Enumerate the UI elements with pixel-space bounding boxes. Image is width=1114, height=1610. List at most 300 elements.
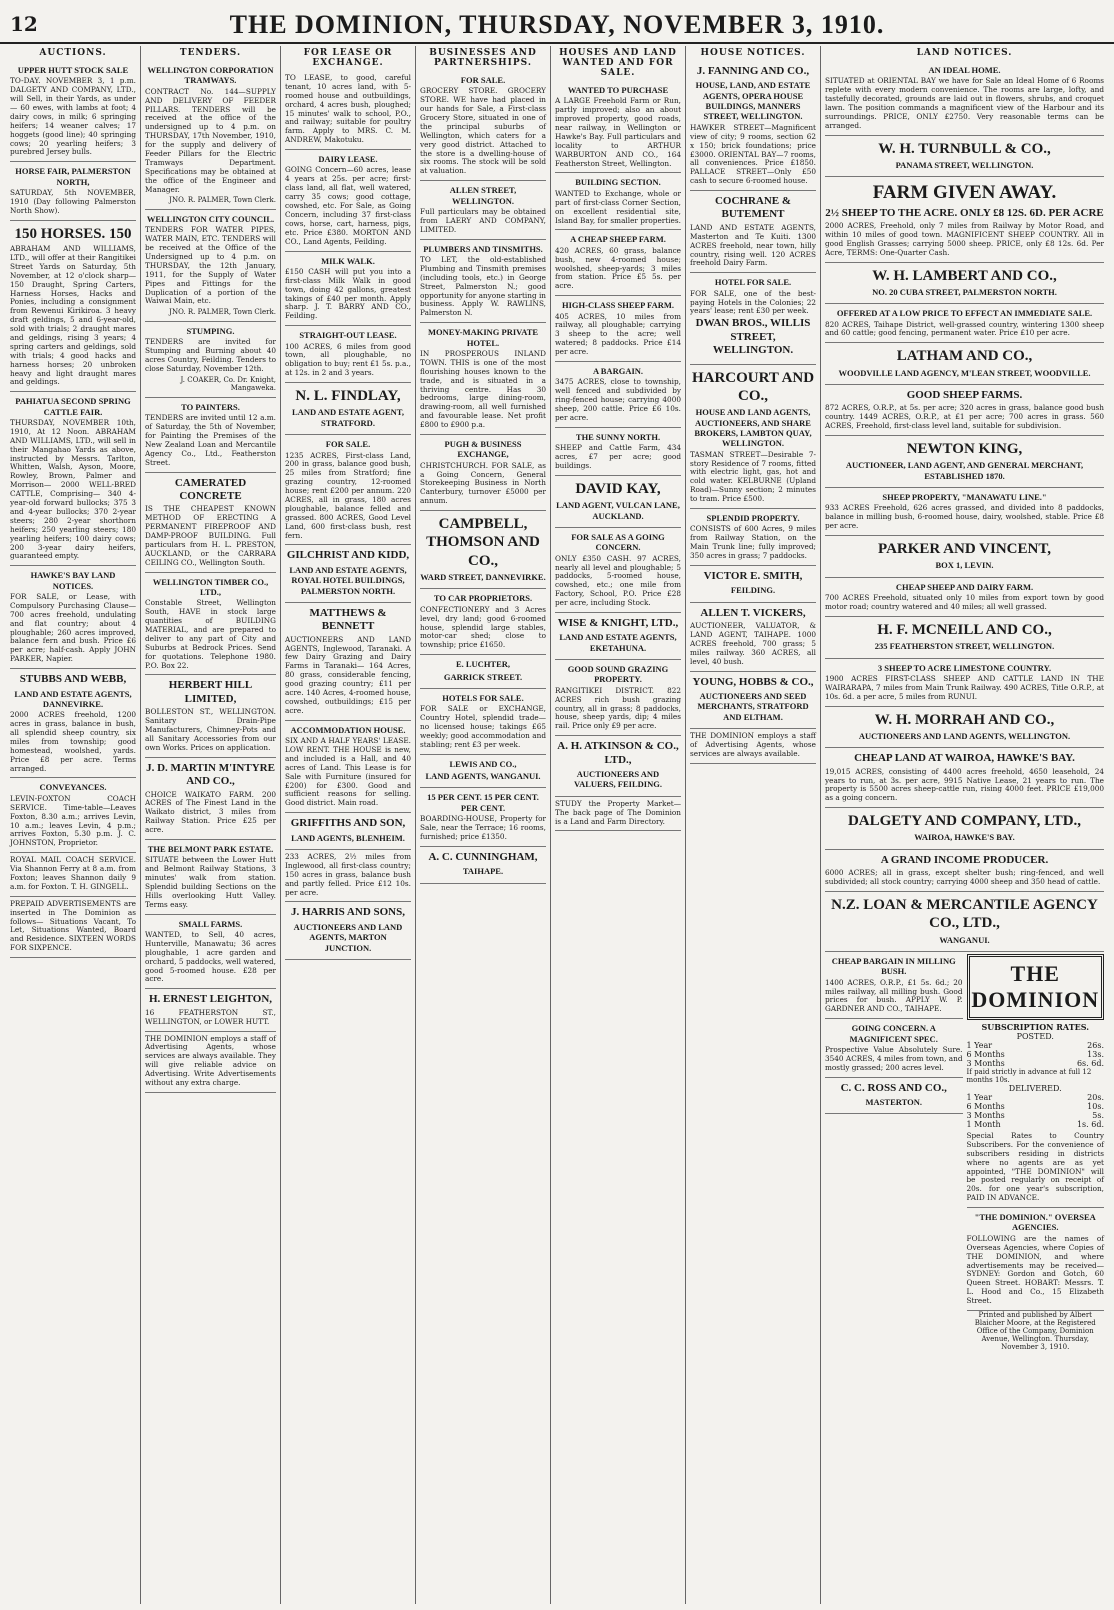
ad-wairoa [825,748,1104,808]
rate-period: 6 Months [966,1049,1005,1059]
ad-atkinson [555,736,681,797]
rate-row [967,1111,1105,1120]
ad-body: 3475 ACRES, close to township, well fenced and subdivided by ring-fenced house; carrying 4000 sheep, 200 cattle. Price £6 10s. per acre. [555,377,681,422]
ad-to-lease [285,71,411,150]
ad-body: 235 FEATHERSTON STREET, WELLINGTON. [874,641,1055,652]
rate-row [967,1102,1105,1111]
ad-milk-walk [285,252,411,327]
ad-heading: ALLEN STREET, WELLINGTON. [449,185,517,206]
ad-body: FEILDING. [730,585,776,596]
rate-price: 5s. [1092,1110,1104,1120]
ad-royal-mail-coach [10,853,136,897]
ad-heading: N. L. FINDLAY, [295,388,401,405]
rate-price: 13s. [1087,1049,1104,1059]
ad-heading: STUBBS AND WEBB, [19,673,127,686]
ad-hotels-for-sale [420,689,546,755]
ad-martin-mcintyre [145,758,276,840]
ad-allen-street [420,181,546,239]
ad-victor-smith [690,566,816,603]
ad-heading: C. C. ROSS AND CO., [840,1081,947,1094]
ad-heading: AN IDEAL HOME. [928,65,1001,75]
ad-body: Special Rates to Country Subscribers. For the convenience of subscribers residing in districts where no agents are as yet appointed, "THE DOMINION" will be posted regularly on receipt of 20s. for one year's subscription, PAID IN ADVANCE. [966,1130,1104,1203]
ad-good-sheep-farms [825,385,1104,436]
oversea-agencies [967,1208,1105,1311]
ad-small-farms [145,915,276,990]
ad-heading: MILK WALK. [321,255,375,266]
ad-dominion-staff [145,1032,276,1093]
ad-heading: GOOD SOUND GRAZING PROPERTY. [567,664,669,685]
ad-heading: HARCOURT AND CO., [691,369,815,404]
ad-body: FOR SALE, one of the best-paying Hotels in the Colonies; 22 years' lease; rent £30 per week. [690,288,816,316]
ad-hotel-for-sale [690,273,816,364]
rate-price: 20s. [1087,1092,1104,1102]
ad-business-exchange [420,435,546,511]
ad-body: ONLY £350 CASH. 97 ACRES, nearly all level and ploughable; 5 paddocks, 5-roomed house, cowshed, etc.; one mile from Factory, School, P.O. Price £28 per acre, including Stock. [555,553,681,608]
ad-body: FOLLOWING are the names of Overseas Agencies, where Copies of THE DOMINION, and where advertisements may be received—SYDNEY: Gordon and Gotch, 60 Queen Street. HOBART: Messrs. T. L. Hood and Co., 15 Elizabeth Street. [966,1233,1104,1306]
ad-body: AUCTIONEERS AND LAND AGENTS, Inglewood, Taranaki. A few Dairy Grazing and Dairy Farms in Taranaki— 164 Acres, 80 grass, considerable fencing, good grazing country; £11 per acre. 140 Acres, 4-roomed house, cowshed, outbuildings; £15 per acre. [285,634,411,715]
ad-body: LEVIN-FOXTON COACH SERVICE. Time-table—Leaves Foxton, 8.30 a.m.; arrives Levin, 10 a.m.; leaves Levin, 4 p.m.; arrives Foxton, 5.30 p.m. J. C. JOHNSTON, Proprietor. [10,793,136,848]
ad-heading: GILCHRIST AND KIDD, [286,549,410,562]
ad-going-concern [555,528,681,613]
ad-heading: PARKER AND VINCENT, [878,541,1051,558]
ad-heading: NEWTON KING, [906,441,1023,458]
column-tenders [141,46,281,1604]
ad-campbell-thomson [420,511,546,589]
ad-harcourt [690,365,816,509]
special-rates [967,1129,1105,1208]
ad-heading: MATTHEWS & BENNETT [309,606,387,633]
ad-heading: FARM GIVEN AWAY. [872,182,1057,204]
rate-period: 6 Months [966,1101,1005,1111]
rate-price: 6s. 6d. [1076,1058,1104,1068]
rate-row [967,1059,1105,1068]
rates-note: If paid strictly in advance at full 12 months 10s. [966,1067,1092,1084]
ad-heading: 150 HORSES. 150 [14,225,132,242]
ad-body: Constable Street, Wellington South, HAVE in stock large quantities of BUILDING MATERIAL, and are prepared to deliver to any part of City and Suburbs at Bedrock Prices. Send for quotations. Telephone 1980. P.O. Box 22. [145,598,276,670]
ad-heading: J. FANNING AND CO., [696,65,810,77]
ad-heading: A. C. CUNNINGHAM, [428,850,538,863]
ad-heading: HERBERT HILL LIMITED, [168,679,253,705]
ad-heading: "THE DOMINION." OVERSEA AGENCIES. [974,1212,1096,1233]
column-businesses [416,46,551,1604]
ad-wellington-timber [145,573,276,676]
ad-heading: TO CAR PROPRIETORS. [433,593,533,604]
ad-heading: PAHIATUA SECOND SPRING CATTLE FAIR. [15,396,131,417]
rate-row [967,1050,1105,1059]
ad-body: SATURDAY, 5th NOVEMBER, 1910 (Day following Palmerston North Show). [10,188,136,215]
ad-immediate-sale [825,304,1104,343]
ad-heading: LEWIS AND CO., [449,758,517,769]
ad-heading: STUMPING. [186,325,235,336]
ad-body: 700 ACRES Freehold, situated only 10 miles from export town by good motor road; country watered and 40 miles; all well grassed. [825,593,1104,611]
ad-grazing-property [555,660,681,736]
ad-body: 1235 ACRES, First-class Land, 200 in grass, balance good bush, 25 miles from Stratford; fine grazing country, 12-roomed house; rent £200 per annum. 220 ACRES, all in grass, 180 acres ploughable, balance felled and grassed. 800 ACRES, Good Level Land, 600 first-class bush, rest fern. [285,450,411,540]
ad-heading: CONVEYANCES. [39,782,107,793]
columns [6,46,1108,1604]
ad-heading: H. F. MCNEILL AND CO., [877,621,1052,638]
ad-plumbers [420,240,546,324]
ad-corporation-tramways [145,61,276,210]
ad-nz-loan [825,892,1104,952]
ad-body: HAWKER STREET—Magnificent view of city; 9 rooms, section 62 x 150; brick foundations; price £3000. ORIENTAL BAY—7 rooms, all conveniences. Price £1850. PALLACE STREET—Only £50 cash to secure 6-roomed house. [690,122,816,186]
ad-griffiths-son [285,813,411,850]
ad-heading: W. H. TURNBULL & CO., [878,140,1051,157]
bottom-left [825,952,963,1351]
ad-milling-bush [825,952,963,1019]
ad-body: NO. 20 CUBA STREET, PALMERSTON NORTH. [872,286,1057,297]
ad-body: 1400 ACRES, O.R.P., £1 5s. 6d.; 20 miles railway, all milling bush. Good prices for bush. APPLY W. P. GARDNER AND CO., TAIHAPE. [825,977,963,1014]
ad-gilchrist-kidd [285,545,411,602]
ad-city-council [145,210,276,322]
ad-stumping [145,322,276,398]
ad-body: BOX 1, LEVIN. [935,560,994,571]
ad-heading: DAIRY LEASE. [318,154,378,165]
ad-body: LAND AND ESTATE AGENTS, ROYAL HOTEL BUILDINGS, PALMERSTON NORTH. [289,564,407,596]
column-heading: HOUSES AND LAND WANTED AND FOR SALE. [559,48,677,78]
ad-parker-vincent [825,536,1104,578]
dominion-box [967,952,1105,1351]
ad-body: LAND AGENTS, WANGANUI. [425,771,541,782]
ad-body: BOLLESTON ST., WELLINGTON. Sanitary Drain-Pipe Manufacturers, Chimney-Pots and all Sanitary Accessories from our own Works. Prices on application. [145,707,276,752]
ad-dominion-staff [690,729,816,764]
ad-body: WOODVILLE LAND AGENCY, M'LEAN STREET, WOODVILLE. [838,367,1091,378]
ad-body: TENDERS are invited for Stumping and Burning about 40 acres Country, Feilding. Tenders to close Saturday, November 12th. [145,337,276,373]
ad-cheap-sheep-dairy [825,578,1104,617]
column-heading: BUSINESSES AND PARTNERSHIPS. [429,48,537,68]
ad-body: PANAMA STREET, WELLINGTON. [895,160,1034,170]
rate-price: 10s. [1087,1101,1104,1111]
ad-body: IN PROSPEROUS INLAND TOWN. THIS is one of the most flourishing houses known to the trade, and is situated in a thriving centre. Has 30 bedrooms, large dining-room, drawing-room, all well furnished and favourable lease. Net profit £800 to £900 p.a. [420,348,546,430]
ad-pahiatua-cattle-fair [10,392,136,566]
ad-body: LAND AND ESTATE AGENT, STRATFORD. [292,407,404,428]
ad-body: 420 ACRES, 60 grass, balance bush, new 4-roomed house; woolshed, sheep-yards; 3 miles from station. Price £5 5s. per acre. [555,245,681,291]
ad-heading: 3 SHEEP TO ACRE LIMESTONE COUNTRY. [877,662,1052,673]
ad-cunningham [420,847,546,884]
ad-heading: GOING CONCERN. A MAGNIFICENT SPEC. [849,1023,938,1044]
ad-straight-out-lease [285,326,411,383]
ad-body: Prospective Value Absolutely Sure. 3540 ACRES, 4 miles from town, and mostly grassed; 200 acres level. [825,1044,963,1072]
ad-heading: HAWKE'S BAY LAND NOTICES. [30,570,116,591]
ad-body: CHOICE WAIKATO FARM. 200 ACRES of The Finest Land in the Waikato district, 3 miles from Railway Station. Price £25 per acre. [145,789,276,835]
ad-heading: HOTELS FOR SALE. [442,692,524,703]
ad-heading: ALLEN T. VICKERS, [700,606,806,619]
ad-heading: CHEAP LAND AT WAIROA, HAWKE'S BAY. [854,752,1075,765]
ad-lambert [825,263,1104,305]
ad-signature: JNO. R. PALMER, Town Clerk. [169,308,276,317]
ad-heading: HOTEL FOR SALE. [714,277,792,288]
ad-heading: DALGETY AND COMPANY, LTD., [847,813,1082,830]
ad-heading: SPLENDID PROPERTY. [706,512,800,523]
ad-subheading: HOUSE, LAND, AND ESTATE AGENTS, OPERA HOUSE BUILDINGS, MANNERS STREET, WELLINGTON. [695,80,811,122]
ad-body: FOR SALE or EXCHANGE, Country Hotel, splendid trade—no licensed house; takings £65 weekly; good accommodation and stabling; rent £3 per week. [420,704,546,749]
ad-newton-king [825,436,1104,488]
ad-body: RANGITIKEI DISTRICT. 822 ACRES rich bush grazing country, all in grass; 8 paddocks, house, sheep yards, dip; 4 miles rail. Price only £9 per acre. [555,685,681,731]
ad-body: AUCTIONEERS AND LAND AGENTS, WELLINGTON. [858,730,1071,741]
ad-heading: FOR SALE AS A GOING CONCERN. [571,531,665,553]
ad-body: AUCTIONEER, LAND AGENT, AND GENERAL MERCHANT, ESTABLISHED 1870. [845,460,1084,481]
column-auctions [6,46,141,1604]
ad-limestone-country [825,659,1104,707]
ad-heading: A. H. ATKINSON & CO., LTD., [557,740,679,766]
ad-body: TO LET, the old-established Plumbing and Tinsmith premises (including tools, etc.) in George Street, Palmerston N.; good opportunity for anyone starting in business. Apply W. RAWLINS, Palmerston N. [420,255,546,318]
rate-row [967,1093,1105,1102]
ad-heading: A GRAND INCOME PRODUCER. [880,853,1049,866]
column-heading: HOUSE NOTICES. [700,48,806,58]
ad-mcneill [825,617,1104,659]
ad-body: £150 CASH will put you into a first-class Milk Walk in good town, doing 42 gallons, greatest takings of £40 per month. Apply sharp. J. T. BARRY AND CO., Feilding. [285,266,411,321]
ad-body: 233 ACRES, 2½ miles from Inglewood, all first-class country; 150 acres in grass, balance bush and partly felled. Price £12 10s. per acre. [285,851,411,897]
ad-accommodation-house [285,721,411,813]
column-house-notices [686,46,821,1604]
ad-body: TASMAN STREET—Desirable 7-story Residence of 7 rooms, fitted with electric light, gas, hot and cold water. KELBURNE (Upland Road)—Sunny section; 2 minutes to tram. Price £500. [690,449,816,504]
ad-body: THURSDAY, NOVEMBER 10th, 1910, At 12 Noon. ABRAHAM AND WILLIAMS, LTD., will sell in their Mangahao Yards as above, instructed by Messrs. Tarlton, Whitten, Walsh, Ayson, Moore, Rowley, Brown, Palmer and Morrison— 2000 WELL-BRED CATTLE, Comprising— 340 4-year-old forward bullocks; 375 3 and 4-year bullocks; 370 2-year steers; 280 2-year shorthorn heifers; 250 yearling steers; 180 yearling heifers; 100 dairy cows; 200 3-year dairy heifers, guaranteed empty. [10,418,136,561]
rate-period: 1 Month [966,1119,1001,1129]
ad-body: TENDERS FOR WATER PIPES, WATER MAIN, ETC. TENDERS will be received at the Office of the Undersigned up to 4 p.m. on THURSDAY, the 12th January, 1911, for the Supply of Water Pipes and Fittings for the Duplication of a portion of the Waiwai Main, etc. [145,225,276,306]
ad-heading: YOUNG, HOBBS & CO., [692,675,814,688]
ad-body: CONSISTS of 600 Acres, 9 miles from Railway Station, on the Main Trunk line; fully improved; 350 acres in grass; 7 paddocks. [690,524,816,560]
ad-body: Full particulars may be obtained from LAERY AND COMPANY, LIMITED. [420,206,546,234]
ad-signature: JNO. R. PALMER, Town Clerk. [169,196,276,205]
ad-heading: W. H. LAMBERT AND CO., [872,267,1057,284]
ad-heading: OFFERED AT A LOW PRICE TO EFFECT AN IMMEDIATE SALE. [836,308,1093,319]
ad-harris-sons [285,902,411,959]
ad-lewis-co [420,755,546,789]
column-lease-exchange [281,46,416,1604]
column-heading: TENDERS. [179,48,242,58]
ad-body: LAND AND ESTATE AGENTS, Masterton and Te Kuiti. 1300 ACRES freehold, near town, hilly country, rising well. 120 ACRES freehold Dairy Farm. [690,222,816,268]
ad-body: 872 ACRES, O.R.P., at 5s. per acre; 320 acres in grass, balance good bush country. 1449 ACRES, O.R.P., at £1 per acre; 700 acres in grass. 560 ACRES, Freehold, first-class level land, suitable for subdivision. [825,403,1104,431]
rate-price: 1s. 6d. [1076,1119,1104,1129]
imprint: Printed and published by Albert Blaicher Moore, at the Registered Office of the Company, Dominion Avenue, Wellington. Thursday, November 3, 1910. [974,1310,1096,1351]
ad-body: AUCTIONEER, VALUATOR, & LAND AGENT, TAIHAPE. 1000 ACRES freehold, 700 grass; 5 miles railway. 360 ACRES, all level, 40 bush. [690,621,816,666]
ad-body: 2000 ACRES freehold, 1200 acres in grass, balance in bush, all splendid sheep country, six miles from township; good homestead, woolshed, yards. Price £8 per acre. Terms arranged. [10,710,136,773]
ad-farm-given-away [825,177,1104,262]
rate-row [967,1120,1105,1129]
column-houses-land [551,46,686,1604]
ad-allen-vickers [690,603,816,672]
ad-heading: VICTOR E. SMITH, [703,569,803,582]
ad-for-sale-stratford [285,435,411,545]
ad-dairy-lease [285,150,411,251]
ad-body: 820 ACRES, Taihape District, well-grassed country, wintering 1300 sheep and 60 cattle; good fencing, permanent water. Price £10 per acre. [825,319,1104,338]
ad-body: 16 FEATHERSTON ST., WELLINGTON, or LOWER HUTT. [145,1007,276,1026]
ad-body: 405 ACRES, 10 miles from railway, all ploughable; carrying 3 sheep to the acre; well watered; 8 paddocks. Price £14 per acre. [555,311,681,357]
ad-body: 933 ACRES Freehold, 626 acres grassed, and divided into 8 paddocks, balance in milling bush, 6-roomed house, dairy, woolshed, stable. Price £8 per acre. [825,503,1104,531]
rate-period: 3 Months [966,1058,1005,1068]
page-number: 12 [10,12,38,36]
ad-prepaid-advertisements [10,897,136,958]
ad-heading: H. ERNEST LEIGHTON, [148,993,273,1006]
ad-heading: LATHAM AND CO., [896,348,1033,365]
ad-boarding-house [420,788,546,846]
ad-body: AUCTIONEERS AND LAND AGENTS, MARTON JUNCTION. [293,921,403,953]
ad-conveyances [10,778,136,853]
ad-body: WANTED to Exchange, whole or part of first-class Corner Section, on excellent residential site, Island Bay, for smaller properties. [555,188,681,225]
ad-david-kay [555,476,681,528]
ad-heading: SHEEP PROPERTY, "MANAWATU LINE." [882,492,1047,503]
ad-heading: N.Z. LOAN & MERCANTILE AGENCY CO., LTD., [831,897,1098,932]
ad-body: LAND AND ESTATE AGENTS, EKETAHUNA. [559,632,677,653]
ad-heading: J. HARRIS AND SONS, [291,906,405,919]
ad-findlay [285,383,411,435]
ad-body: SHEEP and Cattle Farm, 434 acres, £7 per acre; good buildings. [555,443,681,470]
ad-body: 1900 ACRES FIRST-CLASS SHEEP AND CATTLE LAND IN THE WAIRARAPA, 7 miles from Main Trunk Railway. 490 ACRES, Title O.R.P., at 10s. 6d. a per acre, 5 miles from RUNUI. [825,673,1104,701]
ad-splendid-property [690,509,816,566]
ad-heading: PUGH & BUSINESS EXCHANGE, [444,438,522,460]
ad-heading: THE SUNNY NORTH. [575,431,661,442]
ad-body: WANGANUI. [939,934,990,945]
delivered-rates [967,1093,1105,1129]
ad-heading: CHEAP BARGAIN IN MILLING BUSH. [831,955,956,977]
ad-body: CONTRACT No. 144—SUPPLY AND DELIVERY OF FEEDER PILLARS. TENDERS will be received at the office of the undersigned up to 4 p.m. on THURSDAY, 17th November, 1910, for the supply and delivery of Feeder Pillars for the Electric Tramways Department. Specifications may be obtained at the office of the Engineer and Manager. [145,86,276,194]
ad-body: 2000 ACRES, Freehold, only 7 miles from Railway by Motor Road, and within 10 miles of good town. MAGNIFICENT SHEEP COUNTRY. All in good English Grasses; carrying 5000 sheep. PRICE, only £8 12s. 6d. Per Acre, TERMS: One-Quarter Cash. [825,220,1104,257]
ad-body: TAIHAPE. [462,866,504,877]
ad-wise-knight [555,613,681,660]
ad-heading: THE BELMONT PARK ESTATE. [147,843,274,854]
ad-body: 100 ACRES, 6 miles from good town, all ploughable, no obligation to buy; rent £1 5s. p.a., at 12s. in 2 and 3 years. [285,341,411,378]
ad-heading: FOR SALE. [460,75,506,85]
ad-150-horses [10,221,136,393]
ad-body: WARD STREET, DANNEVIRKE. [420,572,546,583]
column-heading: LAND NOTICES. [916,48,1013,58]
ad-heading: GRIFFITHS AND SON, [290,817,406,830]
ad-heading: W. H. MORRAH AND CO., [874,711,1055,728]
ad-heading: TO PAINTERS. [181,401,240,412]
masthead [0,0,1114,44]
ad-heading: WISE & KNIGHT, LTD., [557,616,679,629]
ad-heading: WANTED TO PURCHASE [567,85,669,95]
column-heading: AUCTIONS. [39,48,107,58]
ad-ross [825,1078,963,1115]
ad-belmont-park [145,840,276,915]
ad-heading: SMALL FARMS. [178,918,243,929]
ad-body: PREPAID ADVERTISEMENTS are inserted in The Dominion as follows— Situations Vacant, To Let, Situations Wanted, Board and Residence. SIXTEEN WORDS FOR SIXPENCE. [10,898,136,953]
rates-heading: SUBSCRIPTION RATES. [981,1021,1090,1032]
dominion-logo: THE DOMINION [967,954,1105,1020]
ad-body: SITUATE between the Lower Hutt and Belmont Railway Stations, 3 minutes' walk from station. Splendid building Sections on the Hills overlooking Hutt Valley. Terms easy. [145,855,276,909]
ad-property-market [555,797,681,832]
ad-building-section [555,173,681,230]
delivered-heading: DELIVERED. [1008,1083,1062,1093]
ad-ideal-home [825,61,1104,136]
ad-body: AUCTIONEERS AND SEED MERCHANTS, STRATFORD AND ELTHAM. [697,690,809,722]
ad-grand-income [825,850,1104,892]
ad-heading: DAVID KAY, [575,480,661,497]
ad-cheap-sheep-farm [555,230,681,296]
ad-subheading: LAND AND ESTATE AGENTS, DANNEVIRKE. [14,688,132,709]
ad-body: SIX AND A HALF YEARS' LEASE. LOW RENT. THE HOUSE is new, and included is a Hall, and 40 acres of Land. This Lease is for Sale with Furniture (insured for £200) for £300. Good and sufficient reasons for selling. Good district. Main road. [285,736,411,808]
ad-horse-fair [10,162,136,220]
ad-herbert-hill [145,675,276,757]
ad-grocery-store [420,71,546,181]
ad-body: BOARDING-HOUSE, Property for Sale, near the Terrace; 16 rooms, furnished; price £1350. [420,814,546,841]
ad-body: GOING Concern—60 acres, lease 4 years at 25s. per acre; first-class land, all flat, well watered, carry 35 cows; good cottage, cowshed, etc. For Sale, as Going Concern, including 37 first-class cows, horse, cart, harness, pigs, etc. Price £380. MORTON AND CO., Land Agents, Feilding. [285,165,411,246]
ad-matthews-bennett [285,603,411,721]
ad-heading: A CHEAP SHEEP FARM. [570,234,666,245]
ad-heading: STRAIGHT-OUT LEASE. [299,330,397,341]
rate-period: 1 Year [966,1040,993,1050]
ad-body: IS THE CHEAPEST KNOWN METHOD OF ERECTING A PERMANENT FIREPROOF AND DAMP-PROOF BUILDING. Full particulars from H. L. PRESTON, AUCKLAND, or the CARRARA CEILING CO., Wellington South. [145,504,276,567]
ad-private-hotel [420,323,546,435]
ad-heading: MONEY-MAKING PRIVATE HOTEL. [427,327,539,348]
ad-body: GARRICK STREET. [443,671,523,682]
rate-price: 26s. [1087,1040,1104,1050]
newspaper-title: THE DOMINION, THURSDAY, NOVEMBER 3, 1910. [229,10,885,39]
ad-heading: E. LUCHTER, [455,659,511,670]
column-land-notices [821,46,1108,1604]
ad-heading: CAMERATED CONCRETE [174,476,247,502]
ad-body: THE DOMINION employs a staff of Advertising Agents, whose services are always available. [690,731,816,758]
ad-dalgety [825,808,1104,850]
rate-row [967,1041,1105,1050]
ad-young-hobbs [690,672,816,729]
ad-heading: CHEAP SHEEP AND DAIRY FARM. [895,581,1034,592]
ad-body: CHRISTCHURCH. FOR SALE, as a Going Concern, General Storekeeping Business in North Canterbury, turnover £5000 per annum. [420,460,546,506]
ad-heading: UPPER HUTT STOCK SALE [17,65,129,75]
ad-body: 19,015 ACRES, consisting of 4400 acres freehold, 4650 leasehold, 24 years to run, at 3s. per acre, 9915 Native Lease, 21 years to run. The property is 5500 acres sheep-cattle run, rising 4000 feet. PRICE £19,000 as a going concern. [825,766,1104,803]
ad-body: ABRAHAM AND WILLIAMS, LTD., will offer at their Rangitikei Street Yards on Saturday, 5th November, at 12 o'clock sharp— 150 Draught, Spring Carters, Harness Horses, Hacks and Ponies, including a consignment from Rewenui Kirikiroa. 3 heavy draft geldings, 5 and 6-year-old, sold with trials; 2 draught mares and geldings, rising 3 years; 4 spring carters and geldings, sold with trials; 4 good hacks and harness horses; 20 unbroken heavy and light draught mares and geldings. [10,244,136,387]
ad-cochrane-butement [690,191,816,273]
ad-body: LAND AGENTS, BLENHEIM. [291,832,405,843]
subscription-rates [967,1022,1105,1351]
ad-body: TENDERS are invited until 12 a.m. of Saturday, the 5th of November, for Painting the Premises of the New Zealand Loan and Mercantile Agency Co., Ltd., Featherston Street. [145,413,276,467]
ad-to-painters [145,398,276,473]
ad-body: FOR SALE, or Lease, with Compulsory Purchasing Clause—700 acres freehold, undulating and flat country; about 4 ploughable; 260 acres improved, balance fern and bush. Price £6 per acre; half-cash. Apply JOHN PARKER, Napier. [10,592,136,664]
ad-body: MASTERTON. [865,1097,922,1108]
ad-body: CONFECTIONERY and 3 Acres level, dry land; good 6-roomed house, splendid large stables, motor-car shed; close to township; price £1650. [420,604,546,650]
ad-heading: HIGH-CLASS SHEEP FARM. [561,300,674,311]
ad-wanted-to-purchase [555,81,681,173]
ad-heading: HORSE FAIR, PALMERSTON NORTH, [15,166,131,187]
ad-luchter [420,655,546,689]
ad-going-concern-spec [825,1019,963,1077]
ad-heading: WELLINGTON TIMBER CO., LTD., [152,576,269,597]
posted-rates [967,1041,1105,1068]
ad-heading: WELLINGTON CITY COUNCIL. [146,213,275,224]
ad-manawatu-line [825,488,1104,536]
rate-period: 3 Months [966,1110,1005,1120]
ad-car-proprietors [420,589,546,655]
ad-inglewood-233 [285,850,411,902]
ad-signature: DWAN BROS., WILLIS STREET, WELLINGTON. [695,317,811,357]
ad-stubbs-and-webb [10,669,136,778]
column-heading: FOR LEASE OR EXCHANGE. [303,48,393,68]
ad-hawkes-bay-land [10,566,136,669]
rate-period: 1 Year [966,1092,993,1102]
ad-body: A LARGE Freehold Farm or Run, partly improved; also an about improved property, good roads, near railway, in Wellington or Hawke's Bay. Full particulars and locality to ARTHUR WARBURTON AND CO., 164 Featherston Street, Wellington. [555,96,681,168]
ad-body: SITUATED at ORIENTAL BAY we have for Sale an Ideal Home of 6 Rooms replete with every modern convenience. The rooms are large, lofty, and tastefully decorated, grounds are laid out in flowers, shrubs, and croquet lawn. The position commands a magnificent view of the Harbour and its surroundings. PRICE, ONLY £2750. Very reasonable terms can be arranged. [825,76,1104,130]
ad-subheading: 2½ SHEEP TO THE ACRE. ONLY £8 12S. 6D. PER ACRE [825,206,1104,219]
ad-signature: J. COAKER, Co. Dr. Knight, Mangaweka. [180,375,276,393]
ad-latham [825,343,1104,385]
ad-body: AUCTIONEERS AND VALUERS, FEILDING. [574,769,662,790]
ad-body: LAND AGENT, VULCAN LANE, AUCKLAND. [556,500,680,521]
ad-high-class-sheep-farm [555,296,681,362]
ad-body: 6000 ACRES; all in grass, except shelter bush; ring-fenced, and well subdivided; all stock country; carrying 4000 sheep and 350 head of cattle. [825,868,1104,887]
ad-body: WANTED, to Sell, 40 acres, Hunterville, Manawatu; 36 acres ploughable, 1 acre garden and orchard, 5 paddocks, well watered, good 5-roomed house. £28 per acre. [145,930,276,984]
ad-ernest-leighton [145,989,276,1031]
ad-turnbull [825,136,1104,178]
ad-sunny-north [555,428,681,476]
bottom-split [825,952,1104,1351]
ad-heading: A BARGAIN. [592,366,644,377]
ad-heading: BUILDING SECTION. [575,177,661,188]
ad-heading: J. D. MARTIN M'INTYRE AND CO., [146,761,275,788]
ad-heading: COCHRANE & BUTEMENT [714,195,792,221]
ad-camerated-concrete [145,473,276,573]
ad-body: WAIROA, HAWKE'S BAY. [914,832,1015,843]
ad-heading: 15 PER CENT. 15 PER CENT. PER CENT. [427,792,539,813]
